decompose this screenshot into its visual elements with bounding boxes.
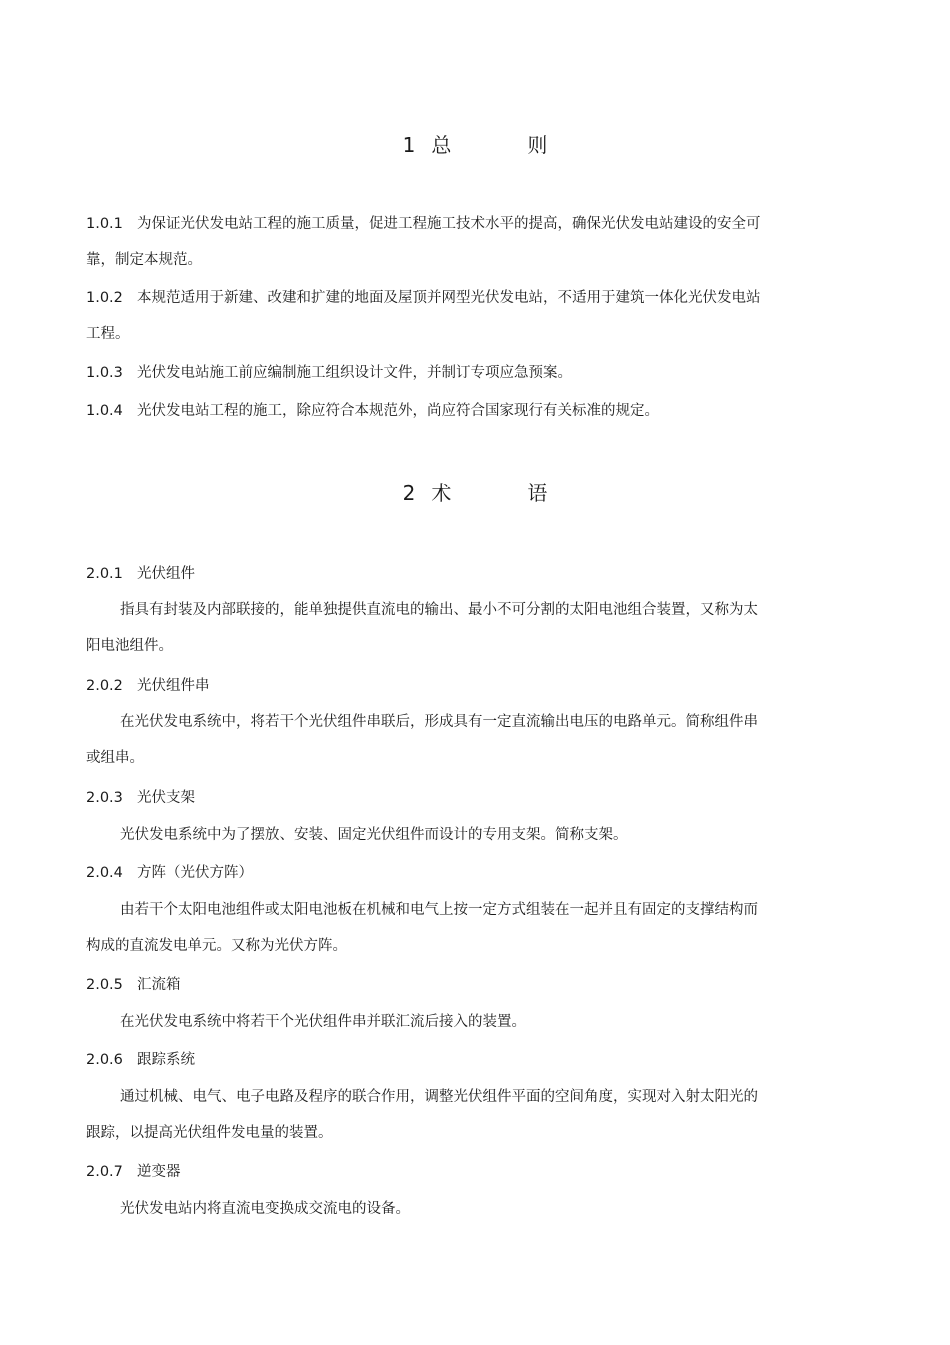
clause-text: 靠，制定本规范。	[86, 252, 202, 268]
term-2-0-5	[86, 975, 786, 995]
clause-code: 1.0.3	[86, 365, 123, 381]
term-code: 2.0.6	[86, 1052, 123, 1068]
term-2-0-7	[86, 1162, 786, 1182]
chapter-title-char: 术	[431, 481, 452, 505]
clause-text: 为保证光伏发电站工程的施工质量，促进工程施工技术水平的提高，确保光伏发电站建设的安全可	[137, 216, 761, 232]
term-definition	[120, 600, 786, 620]
term-definition-cont	[86, 1123, 786, 1143]
definition-text: 由若干个太阳电池组件或太阳电池板在机械和电气上按一定方式组装在一起并且有固定的支撑结构而	[120, 902, 758, 918]
term-definition	[120, 712, 786, 732]
chapter-title-char: 语	[527, 481, 548, 505]
clause-text: 光伏发电站施工前应编制施工组织设计文件，并制订专项应急预案。	[137, 365, 572, 381]
chapter-title-char: 则	[527, 133, 548, 157]
chapter-number: 1	[402, 133, 416, 157]
chapter-2-heading	[0, 479, 950, 507]
definition-text: 光伏发电站内将直流电变换成交流电的设备。	[120, 1201, 410, 1217]
clause-1-0-3	[86, 363, 786, 383]
term-name: 逆变器	[137, 1164, 181, 1180]
clause-text: 工程。	[86, 326, 130, 342]
term-2-0-2	[86, 676, 786, 696]
definition-text: 阳电池组件。	[86, 638, 173, 654]
term-definition-cont	[86, 636, 786, 656]
chapter-title-char: 总	[431, 133, 452, 157]
clause-1-0-1-cont	[86, 250, 786, 270]
term-code: 2.0.3	[86, 790, 123, 806]
term-name: 汇流箱	[137, 977, 181, 993]
term-name: 方阵（光伏方阵）	[137, 865, 253, 881]
definition-text: 通过机械、电气、电子电路及程序的联合作用，调整光伏组件平面的空间角度，实现对入射太阳光的	[120, 1089, 758, 1105]
term-definition	[120, 900, 786, 920]
term-code: 2.0.1	[86, 566, 123, 582]
definition-text: 在光伏发电系统中将若干个光伏组件串并联汇流后接入的装置。	[120, 1014, 526, 1030]
term-2-0-4	[86, 863, 786, 883]
clause-code: 1.0.4	[86, 403, 123, 419]
definition-text: 或组串。	[86, 750, 144, 766]
term-definition	[120, 1199, 786, 1219]
clause-1-0-2	[86, 288, 786, 308]
term-2-0-3	[86, 788, 786, 808]
term-name: 跟踪系统	[137, 1052, 195, 1068]
term-code: 2.0.5	[86, 977, 123, 993]
clause-text: 本规范适用于新建、改建和扩建的地面及屋顶并网型光伏发电站，不适用于建筑一体化光伏发电站	[137, 290, 761, 306]
clause-1-0-2-cont	[86, 324, 786, 344]
chapter-1-heading	[0, 131, 950, 159]
term-code: 2.0.2	[86, 678, 123, 694]
term-2-0-1	[86, 564, 786, 584]
clause-text: 光伏发电站工程的施工，除应符合本规范外，尚应符合国家现行有关标准的规定。	[137, 403, 659, 419]
term-definition-cont	[86, 748, 786, 768]
term-name: 光伏组件串	[137, 678, 210, 694]
term-code: 2.0.7	[86, 1164, 123, 1180]
clause-code: 1.0.2	[86, 290, 123, 306]
term-name: 光伏组件	[137, 566, 195, 582]
term-code: 2.0.4	[86, 865, 123, 881]
term-definition	[120, 825, 786, 845]
clause-code: 1.0.1	[86, 216, 123, 232]
definition-text: 指具有封装及内部联接的，能单独提供直流电的输出、最小不可分割的太阳电池组合装置，又称为太	[120, 602, 758, 618]
definition-text: 光伏发电系统中为了摆放、安装、固定光伏组件而设计的专用支架。简称支架。	[120, 827, 628, 843]
definition-text: 在光伏发电系统中，将若干个光伏组件串联后，形成具有一定直流输出电压的电路单元。简称组件串	[120, 714, 758, 730]
chapter-number: 2	[402, 481, 416, 505]
term-name: 光伏支架	[137, 790, 195, 806]
definition-text: 跟踪，以提高光伏组件发电量的装置。	[86, 1125, 333, 1141]
clause-1-0-1	[86, 214, 786, 234]
term-2-0-6	[86, 1050, 786, 1070]
definition-text: 构成的直流发电单元。又称为光伏方阵。	[86, 938, 347, 954]
term-definition	[120, 1087, 786, 1107]
clause-1-0-4	[86, 401, 786, 421]
term-definition-cont	[86, 936, 786, 956]
term-definition	[120, 1012, 786, 1032]
